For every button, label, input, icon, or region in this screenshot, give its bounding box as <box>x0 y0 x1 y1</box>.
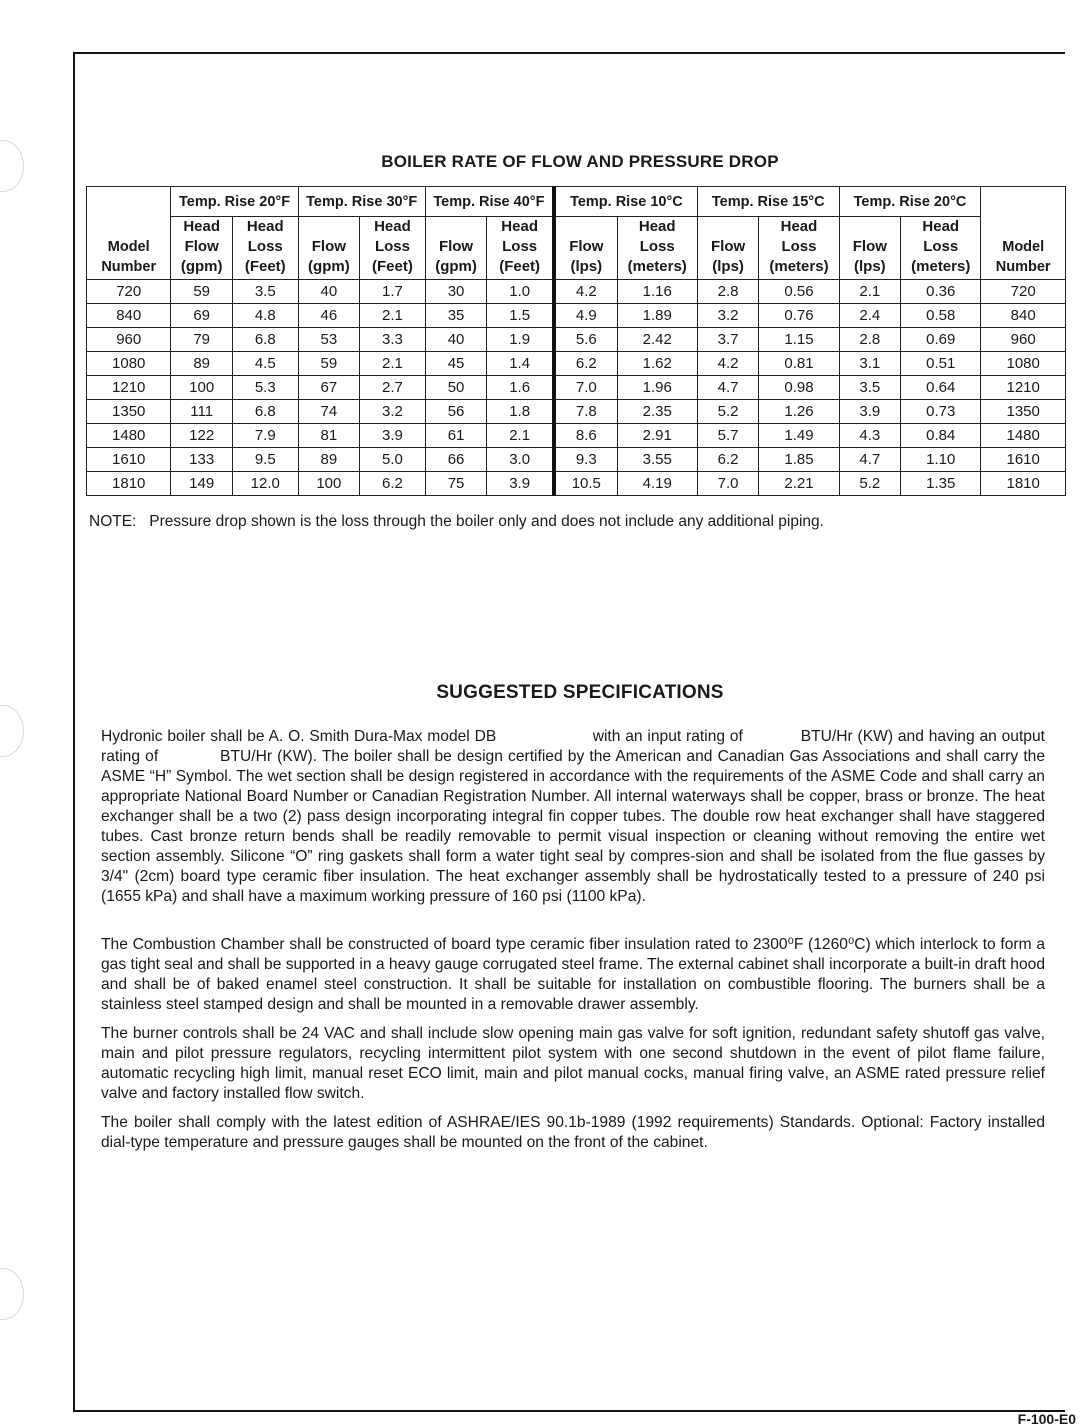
table-cell-l15: 0.76 <box>759 304 839 328</box>
header-line: Loss <box>247 238 283 255</box>
table-cell-f20c: 3.1 <box>839 352 901 376</box>
table-cell-l30: 6.2 <box>360 472 426 496</box>
table-row <box>87 400 1066 424</box>
table-cell-f20: 79 <box>171 328 233 352</box>
group-header: Temp. Rise 30°F <box>298 187 425 217</box>
table-cell-f20c: 2.4 <box>839 304 901 328</box>
table-cell-l40: 1.6 <box>487 376 554 400</box>
table-cell-l15: 0.81 <box>759 352 839 376</box>
table-cell-f20: 122 <box>171 424 233 448</box>
header-line: Loss <box>923 238 959 255</box>
header-line: Loss <box>374 238 410 255</box>
header-line: (meters) <box>627 258 687 275</box>
table-cell-f30: 46 <box>298 304 360 328</box>
table-row <box>87 352 1066 376</box>
spec-paragraph: The burner controls shall be 24 VAC and shall include slow opening main gas valve for soft ignition, redundant safety shutoff gas valve, main and pilot pressure regulators, recycling intermittent pilot system with one second shutdown in the event of pilot flame failure, automatic recycling high limit, manual reset ECO limit, main and pilot manual cocks, manual firing valve, an ASME rated pressure relief valve and factory installed flow switch. <box>101 1025 1045 1102</box>
header-line: Head <box>780 218 818 235</box>
table-cell-f10: 7.0 <box>554 376 617 400</box>
table-cell-f20c: 2.1 <box>839 280 901 304</box>
loss-header <box>617 217 697 280</box>
table-cell-l10: 3.55 <box>617 448 697 472</box>
table-row <box>87 376 1066 400</box>
header-line: Head <box>501 218 538 235</box>
flow-pressure-table <box>86 186 1066 496</box>
header-line: Number <box>101 259 157 275</box>
table-cell-l15: 1.85 <box>759 448 839 472</box>
table-cell-l10: 2.35 <box>617 400 697 424</box>
table-cell-l20c: 1.10 <box>901 448 981 472</box>
table-cell-l10: 1.16 <box>617 280 697 304</box>
table-cell-l15: 1.15 <box>759 328 839 352</box>
header-line: Loss <box>781 238 817 255</box>
table-cell-f10: 8.6 <box>554 424 617 448</box>
group-header: Temp. Rise 10°C <box>554 187 697 217</box>
table-cell-f40: 50 <box>425 376 487 400</box>
table-cell-l40: 3.9 <box>487 472 554 496</box>
header-line: (meters) <box>911 258 971 275</box>
group-header: Temp. Rise 20°C <box>839 187 981 217</box>
group-header: Temp. Rise 15°C <box>697 187 839 217</box>
table-cell-l40: 1.9 <box>487 328 554 352</box>
table-cell-model2: 840 <box>981 304 1066 328</box>
table-cell-l20c: 0.84 <box>901 424 981 448</box>
header-line: (gpm) <box>308 258 350 275</box>
header-line: Head <box>638 218 676 235</box>
table-cell-model: 1210 <box>87 376 171 400</box>
table-cell-l10: 1.89 <box>617 304 697 328</box>
table-cell-l20: 6.8 <box>232 328 298 352</box>
table-cell-l30: 2.7 <box>360 376 426 400</box>
table-cell-l15: 1.49 <box>759 424 839 448</box>
table-cell-f20: 100 <box>171 376 233 400</box>
table-row <box>87 328 1066 352</box>
model-number-header <box>981 187 1066 280</box>
spec-paragraph: The Combustion Chamber shall be constructed of board type ceramic fiber insulation rated to 2300⁰F (1260⁰C) which interlock to form a gas tight seal and shall be supported in a heavy gauge corrugated steel frame. The external cabinet shall incorporate a built-in draft hood and shall be of baked enamel steel construction. It shall be suitable for installation on combustible flooring. The burners shall be a stainless steel stamped design and shall be mounted in a removable drawer assembly. <box>101 936 1045 1013</box>
table-cell-f40: 61 <box>425 424 487 448</box>
table-cell-f40: 45 <box>425 352 487 376</box>
header-line: Flow <box>711 238 746 255</box>
table-cell-l30: 3.3 <box>360 328 426 352</box>
table-cell-model2: 1210 <box>981 376 1066 400</box>
table-cell-f15: 7.0 <box>697 472 759 496</box>
header-line: Head <box>246 218 284 235</box>
table-cell-l30: 3.2 <box>360 400 426 424</box>
table-cell-model2: 1610 <box>981 448 1066 472</box>
table-cell-l40: 1.4 <box>487 352 554 376</box>
table-cell-l20: 3.5 <box>232 280 298 304</box>
table-row <box>87 424 1066 448</box>
binder-hole <box>0 705 24 757</box>
table-cell-f10: 9.3 <box>554 448 617 472</box>
header-line: Flow <box>852 238 887 255</box>
table-cell-f20: 69 <box>171 304 233 328</box>
table-cell-l10: 1.62 <box>617 352 697 376</box>
table-cell-f40: 30 <box>425 280 487 304</box>
table-cell-f15: 4.2 <box>697 352 759 376</box>
table-cell-f20c: 3.5 <box>839 376 901 400</box>
table-cell-l20c: 0.36 <box>901 280 981 304</box>
table-cell-l20: 9.5 <box>232 448 298 472</box>
table-cell-model2: 1080 <box>981 352 1066 376</box>
table-cell-f30: 89 <box>298 448 360 472</box>
table-cell-f10: 4.2 <box>554 280 617 304</box>
table-cell-model: 1610 <box>87 448 171 472</box>
header-line: Loss <box>502 238 538 255</box>
flow-header <box>697 217 759 280</box>
table-cell-f20: 59 <box>171 280 233 304</box>
flow-header <box>425 217 487 280</box>
table-cell-l10: 2.91 <box>617 424 697 448</box>
table-cell-l10: 1.96 <box>617 376 697 400</box>
header-line: (meters) <box>769 258 829 275</box>
loss-header <box>901 217 981 280</box>
table-cell-f30: 67 <box>298 376 360 400</box>
header-line: Head <box>374 218 411 235</box>
table-cell-l20: 6.8 <box>232 400 298 424</box>
loss-header <box>232 217 298 280</box>
table-cell-f15: 4.7 <box>697 376 759 400</box>
table-cell-f20: 133 <box>171 448 233 472</box>
header-line: (Feet) <box>372 258 413 275</box>
table-cell-l40: 1.5 <box>487 304 554 328</box>
flow-header <box>171 217 233 280</box>
header-line: Number <box>995 259 1051 275</box>
table-cell-f15: 2.8 <box>697 280 759 304</box>
table-cell-f30: 53 <box>298 328 360 352</box>
table-cell-l15: 0.98 <box>759 376 839 400</box>
table-cell-l20: 12.0 <box>232 472 298 496</box>
spec-paragraph: The boiler shall comply with the latest edition of ASHRAE/IES 90.1b-1989 (1992 requirements) Standards. Optional: Factory installed dial-type temperature and pressure gauges shall be mounted on the front of the cabinet. <box>101 1114 1045 1151</box>
table-cell-f20c: 4.3 <box>839 424 901 448</box>
table-cell-l20: 5.3 <box>232 376 298 400</box>
header-line: (Feet) <box>499 258 541 275</box>
flow-header <box>839 217 901 280</box>
table-cell-model2: 1810 <box>981 472 1066 496</box>
table-row <box>87 472 1066 496</box>
header-line: Head <box>183 218 221 235</box>
table-cell-model2: 1480 <box>981 424 1066 448</box>
table-cell-l20c: 0.64 <box>901 376 981 400</box>
table-note: NOTE: Pressure drop shown is the loss through the boiler only and does not include any additional piping. <box>89 513 824 530</box>
table-cell-f10: 4.9 <box>554 304 617 328</box>
table-cell-f30: 74 <box>298 400 360 424</box>
table-cell-l30: 3.9 <box>360 424 426 448</box>
header-line: Flow <box>438 238 474 255</box>
table-body <box>87 280 1066 496</box>
spec-paragraph: Hydronic boiler shall be A. O. Smith Dura-Max model DB with an input rating of BTU/Hr (KW) and having an output rating of BTU/Hr (KW). The boiler shall be design certified by the American and Canadian Gas Associations and shall carry the ASME “H” Symbol. The wet section shall be design registered in accordance with the requirements of the ASME Code and shall carry an appropriate National Board Number or Canadian Registration Number. All internal waterways shall be copper, brass or bronze. The heat exchanger shall be a two (2) pass design incorporating integral fin copper tubes. The double row heat exchanger shall have staggered tubes. Cast bronze return bends shall be readily removable to permit visual inspection or cleaning without removing the entire wet section assembly. Silicone “O” ring gaskets shall form a water tight seal by compres-sion and shall be isolated from the flue gasses by 3/4" (2cm) board type ceramic fiber insulation. The heat exchanger assembly shall be hydrostatically tested to a pressure of 240 psi (1655 kPa) and shall have a maximum working pressure of 160 psi (1100 kPa). <box>101 728 1050 905</box>
header-line: (lps) <box>854 258 886 275</box>
header-line: Flow <box>569 238 604 255</box>
table-cell-l15: 2.21 <box>759 472 839 496</box>
table-cell-l20c: 0.58 <box>901 304 981 328</box>
table-cell-model2: 1350 <box>981 400 1066 424</box>
flow-header <box>554 217 617 280</box>
table-cell-l20: 4.5 <box>232 352 298 376</box>
header-line: (gpm) <box>180 258 223 275</box>
document-code: F-100-E0 <box>1017 1411 1076 1427</box>
header-line: Loss <box>639 238 675 255</box>
table-cell-model: 840 <box>87 304 171 328</box>
table-cell-f20c: 4.7 <box>839 448 901 472</box>
table-cell-f20c: 5.2 <box>839 472 901 496</box>
table-cell-l30: 5.0 <box>360 448 426 472</box>
table-cell-f10: 6.2 <box>554 352 617 376</box>
table-cell-f20c: 2.8 <box>839 328 901 352</box>
loss-header <box>487 217 554 280</box>
table-cell-f30: 81 <box>298 424 360 448</box>
table-cell-l15: 0.56 <box>759 280 839 304</box>
group-header: Temp. Rise 20°F <box>171 187 298 217</box>
header-line: Head <box>922 218 960 235</box>
table-cell-f40: 56 <box>425 400 487 424</box>
header-line: (lps) <box>570 258 603 275</box>
table-row <box>87 448 1066 472</box>
table-cell-f20: 89 <box>171 352 233 376</box>
header-line: (gpm) <box>435 258 477 275</box>
table-cell-f20: 111 <box>171 400 233 424</box>
table-cell-model2: 960 <box>981 328 1066 352</box>
table-cell-f30: 59 <box>298 352 360 376</box>
table-cell-l40: 3.0 <box>487 448 554 472</box>
table-cell-f15: 3.2 <box>697 304 759 328</box>
header-line: (lps) <box>712 258 744 275</box>
table-cell-f15: 3.7 <box>697 328 759 352</box>
table-cell-l40: 1.0 <box>487 280 554 304</box>
table-row <box>87 304 1066 328</box>
table-cell-f20: 149 <box>171 472 233 496</box>
table-cell-l20c: 0.51 <box>901 352 981 376</box>
table-cell-f40: 40 <box>425 328 487 352</box>
table-cell-l10: 2.42 <box>617 328 697 352</box>
table-cell-f10: 10.5 <box>554 472 617 496</box>
table-cell-f40: 75 <box>425 472 487 496</box>
group-header: Temp. Rise 40°F <box>425 187 554 217</box>
table-cell-l20c: 0.73 <box>901 400 981 424</box>
table-cell-f30: 100 <box>298 472 360 496</box>
table-cell-l30: 2.1 <box>360 304 426 328</box>
model-number-header <box>87 187 171 280</box>
table-cell-f15: 5.2 <box>697 400 759 424</box>
loss-header <box>759 217 839 280</box>
table-cell-f30: 40 <box>298 280 360 304</box>
table-cell-model: 1080 <box>87 352 171 376</box>
header-line: Flow <box>311 238 346 255</box>
table-row <box>87 280 1066 304</box>
table-cell-f10: 7.8 <box>554 400 617 424</box>
table-cell-f40: 35 <box>425 304 487 328</box>
header-line: Model <box>107 239 150 255</box>
header-line: Flow <box>184 238 219 255</box>
table-cell-model: 1350 <box>87 400 171 424</box>
loss-header <box>360 217 426 280</box>
table-cell-model2: 720 <box>981 280 1066 304</box>
header-line: Model <box>1002 239 1045 255</box>
table-title: BOILER RATE OF FLOW AND PRESSURE DROP <box>381 152 779 171</box>
table-cell-l30: 2.1 <box>360 352 426 376</box>
table-cell-f15: 6.2 <box>697 448 759 472</box>
table-cell-l15: 1.26 <box>759 400 839 424</box>
table-cell-f20c: 3.9 <box>839 400 901 424</box>
table-cell-model: 1480 <box>87 424 171 448</box>
table-cell-l40: 2.1 <box>487 424 554 448</box>
table-cell-l30: 1.7 <box>360 280 426 304</box>
flow-header <box>298 217 360 280</box>
table-cell-f15: 5.7 <box>697 424 759 448</box>
table-cell-model: 720 <box>87 280 171 304</box>
table-cell-l20c: 1.35 <box>901 472 981 496</box>
table-cell-l20: 4.8 <box>232 304 298 328</box>
specifications-title: SUGGESTED SPECIFICATIONS <box>436 682 724 703</box>
header-line: (Feet) <box>244 258 286 275</box>
table-cell-l20c: 0.69 <box>901 328 981 352</box>
table-cell-l40: 1.8 <box>487 400 554 424</box>
table-cell-model: 1810 <box>87 472 171 496</box>
binder-hole <box>0 1268 24 1320</box>
table-cell-l20: 7.9 <box>232 424 298 448</box>
table-cell-model: 960 <box>87 328 171 352</box>
table-header <box>87 187 1066 280</box>
table-cell-f10: 5.6 <box>554 328 617 352</box>
table-cell-f40: 66 <box>425 448 487 472</box>
table-cell-l10: 4.19 <box>617 472 697 496</box>
